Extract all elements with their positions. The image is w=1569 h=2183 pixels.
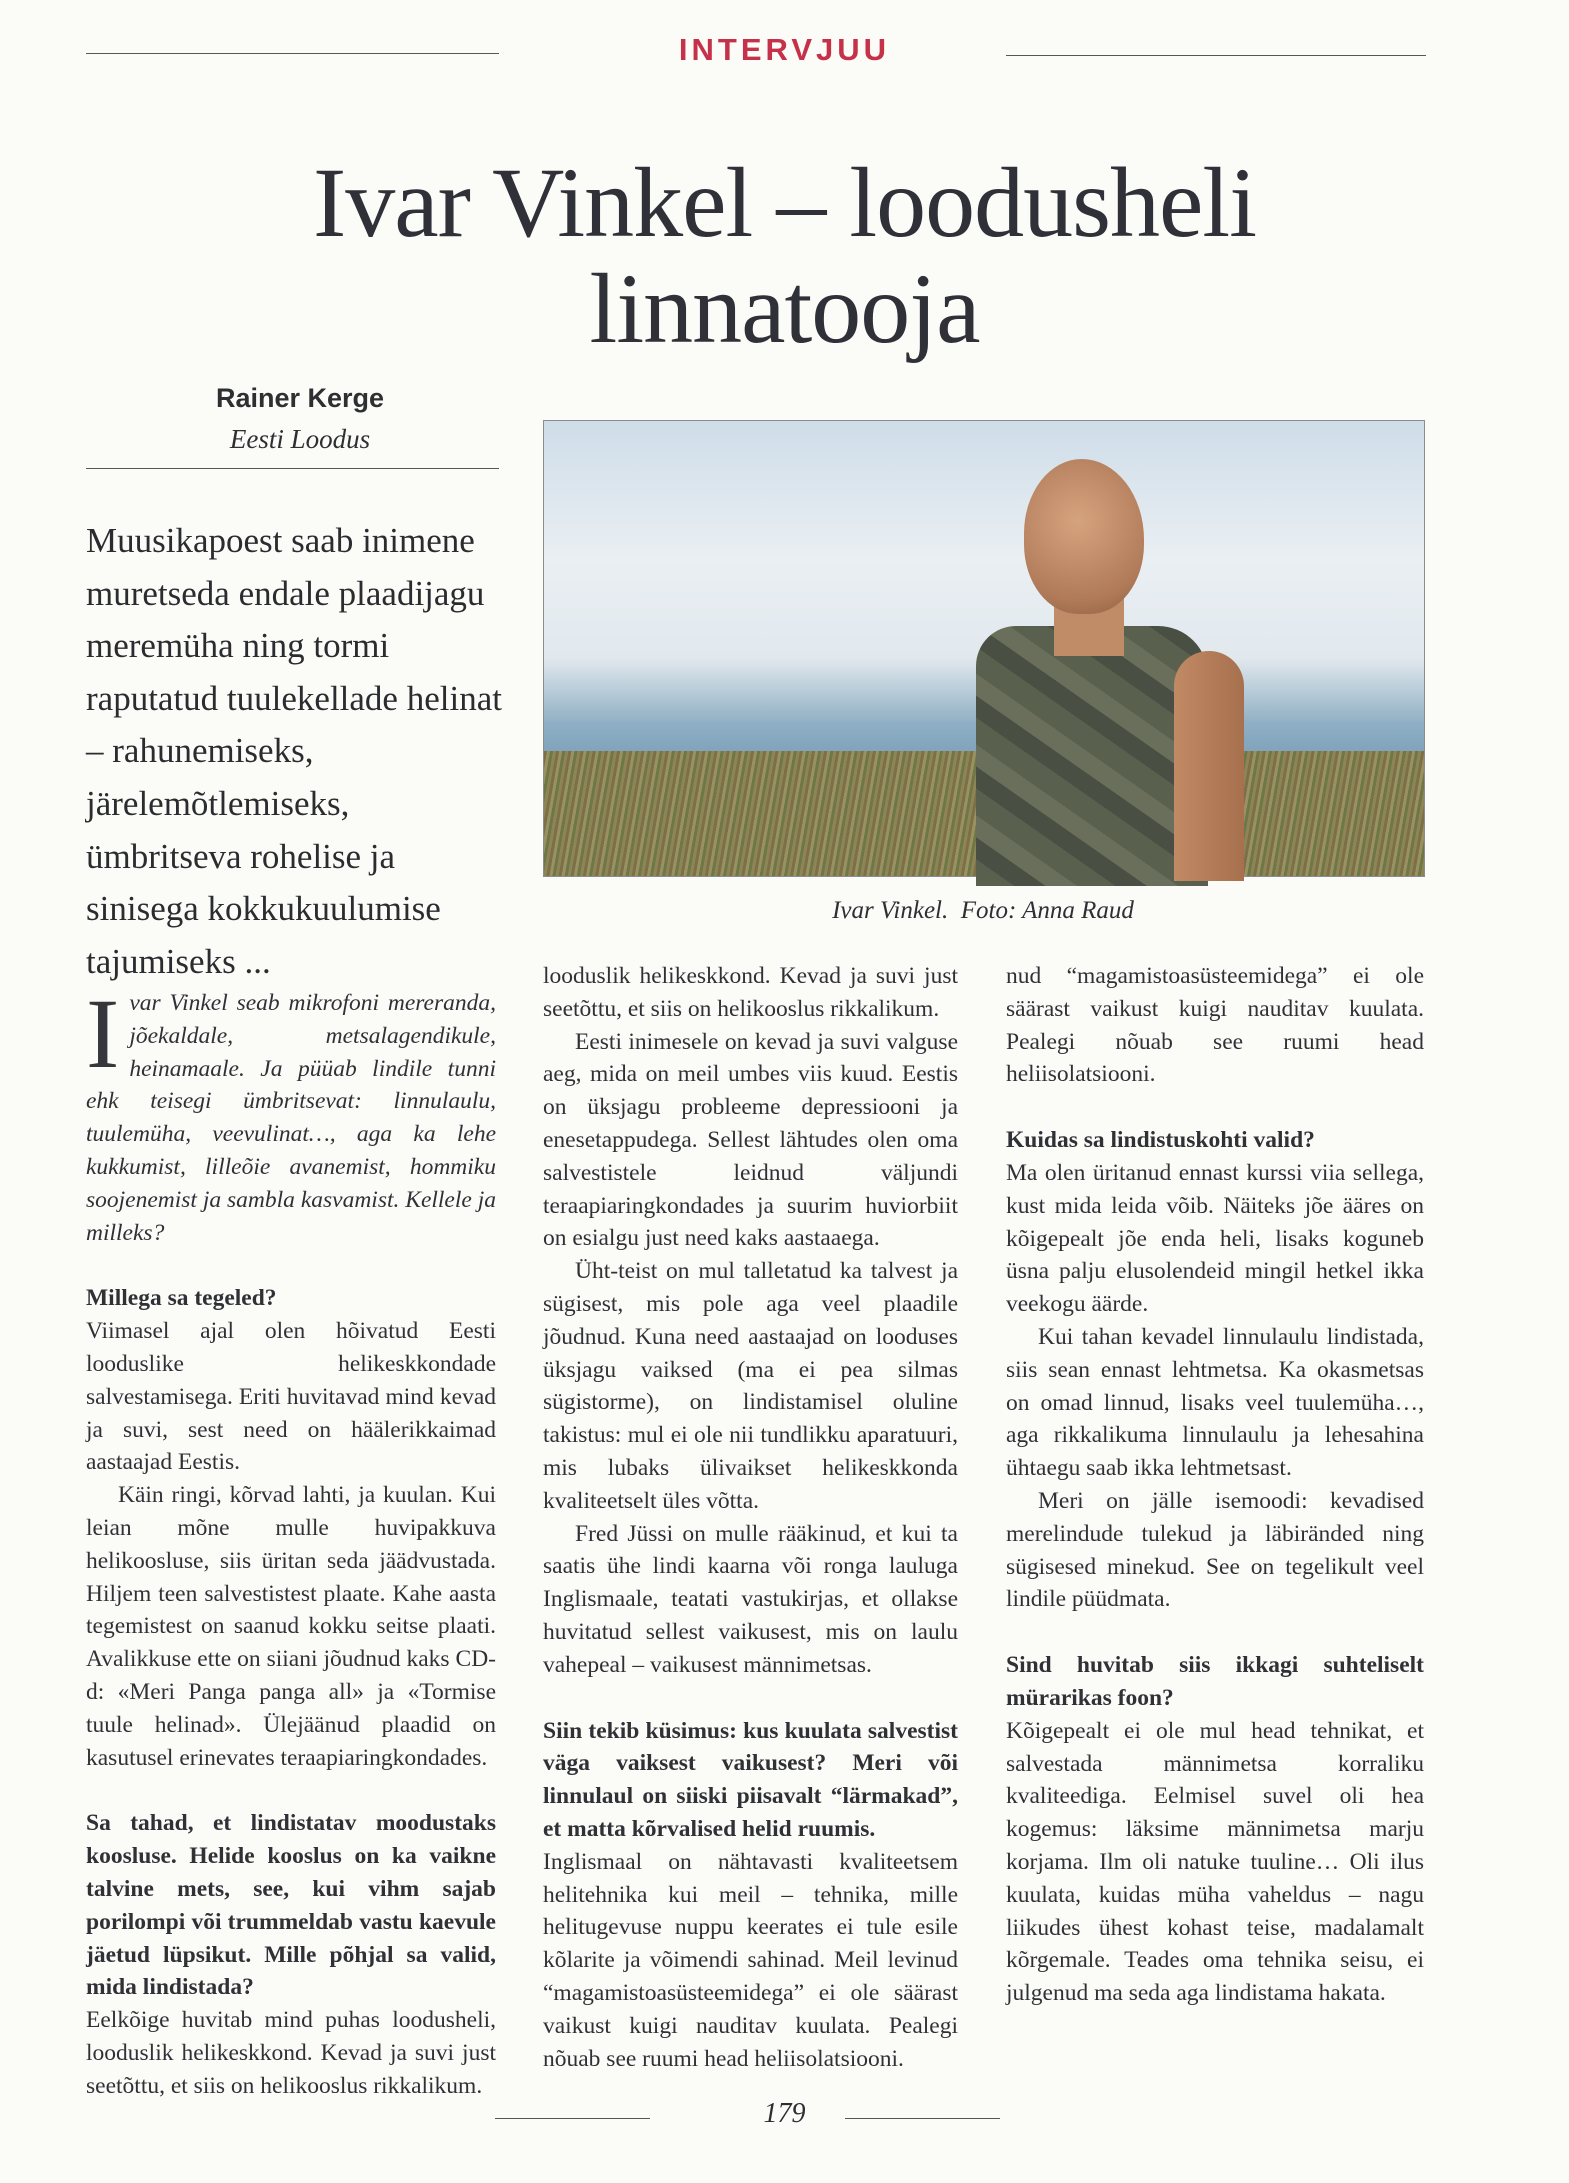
question-4: Kuidas sa lindistuskohti valid? [1006,1127,1315,1154]
article-title-line1: Ivar Vinkel – loodusheli [313,147,1256,258]
column-3 [1006,960,1424,2010]
answer-3-p1: Inglismaal on nähtavasti kvaliteetsem helitehnika kui meil – tehnika, mille helitugevuse nuppu keerates ei tule esile kõlarite ja võimendi sahinad. Meil levinud “magamistoasüsteemidega” ei ole säärast vaikust kuigi nauditav kuulata. Pealegi nõuab see ruumi head heliisolatsiooni. [543,1848,958,2072]
photo-person-head [1024,459,1144,614]
answer-5-p1: Kõigepealt ei ole mul head tehnikat, et salvestada männimetsa korraliku kvaliteediga. Eelmisel suvel oli hea kogemus: läksime männimetsa marju korjama. Ilm oli natuke tuuline… Oli ilus kuulata, kuidas müha vaheldus – nagu liikudes ühest kohast teise, madalamalt kõrgemale. Teades oma tehnika seisu, ei julgenud ma seda aga lindistama hakata. [1006,1717,1424,2007]
intro-paragraph [86,978,496,1249]
answer-4-p1: Ma olen üritanud ennast kurssi viia sellega, kust mida leida võib. Näiteks jõe ääres on kõigepealt jõe enda heli, lisaks koguneb üsna palju elusolendeid mingil hetkel ikka veekogu äärde. [1006,1159,1424,1318]
portrait-photo [543,420,1425,877]
photo-caption-credit: Foto: Anna Raud [960,897,1134,924]
answer-1-p2: Käin ringi, kõrvad lahti, ja kuulan. Kui leian mõne mulle huvipakkuva helikoosluse, siis üritan seda jäädvustada. Hiljem teen salvestistest plaate. Kahe aasta tegemistest on saanud kokku seitse plaati. Avalikkuse ette on siiani jõudnud kaks CD-d: «Meri Panga panga all» ja «Tormise tuule helinad». Ülejäänud plaadid on kasutusel erinevates teraapiaringkondades. [86,1482,496,1771]
answer-2-p1-cont: looduslik helikeskkond. Kevad ja suvi just seetõttu, et siis on helikooslus rikkalikum. [543,963,958,1022]
answer-2-p1: Eelkõige huvitab mind puhas loodusheli, looduslik helikeskkond. Kevad ja suvi just seetõttu, et siis on helikooslus rikkalikum. [86,2007,496,2099]
answer-2-p4: Fred Jüssi on mulle rääkinud, et kui ta saatis ühe lindi kaarna või ronga lauluga Inglismaale, teatati vastukirjas, et ollakse huvitatud sellest vaikusest, mis on laulu vahepeal – vaikusest männimetsas. [543,1520,958,1678]
author-affiliation: Eesti Loodus [229,424,371,454]
lead-paragraph: Muusikapoest saab inimene muretseda endale plaadijagu meremüha ning tormi raputatud tuulekellade helinat – rahunemiseks, järelemõtlemiseks, ümbritseva rohelise ja sinisega kokkukuulumise tajumiseks ... [86,521,502,981]
intro-text: var Vinkel seab mikrofoni mererandа, jõekaldale, metsalagendikule, heinamaale. Ja püüab lindile tunni ehk teisegi ümbritsevat: linnulaulu, tuulemüha, veevulinat…, aga ka lehe kukkumist, lilleõie avanemist, hommiku soojenemist ja sambla kasvamist. Kellele ja milleks? [86,990,496,1246]
answer-4-p3: Meri on jälle isemoodi: kevadised merelindude tulekud ja läbiränded ning sügisesed minekud. See on tegelikult veel lindile püüdmata. [1006,1487,1424,1613]
photo-caption-name: Ivar Vinkel. [832,897,949,924]
question-1: Millega sa tegeled? [86,1285,277,1312]
drop-cap: I [86,978,120,1089]
article-title-line2: linnatooja [589,253,980,364]
question-5: Sind huvitab siis ikkagi suhteliselt mürarikas foon? [1006,1652,1424,1711]
photo-caption [543,897,1423,925]
question-3: Siin tekib küsimus: kus kuulata salvestist väga vaiksest vaikusest? Meri või linnulaul on siiski piisavalt “lärmakad”, et matta kõrvalised helid ruumis. [543,1717,958,1842]
answer-2-p2: Eesti inimesele on kevad ja suvi valguse aeg, mida on meil umbes viis kuud. Eestis on üksjagu probleeme depressiooni ja enesetappudega. Sellest lähtudes olen oma salvestistele leidnud väljundi teraapiaringkondades ja suurim huviorbiit on esialgu just need kaks aastaaega. [543,1028,958,1252]
answer-4-p2: Kui tahan kevadel linnulaulu lindistada, siis sean ennast lehtmetsa. Ka okasmetsas on omad linnud, lisaks veel tuulemüha…, aga rikkalikuma linnulaulu ja lehesahina ühtaegu saab ikka lehtmetsast. [1006,1323,1424,1482]
byline-rule [86,468,499,469]
article-title [0,147,1569,364]
answer-1-p1: Viimasel ajal olen hõivatud Eesti looduslike helikeskkondade salvestamisega. Eriti huvitavad mind kevad ja suvi, sest need on häälerikkaimad aastaajad Eestis. [86,1318,496,1476]
answer-2-p3: Üht-teist on mul talletatud ka talvest ja sügisest, mis pole aga veel plaadile jõudnud. Kuna need aastaajad on looduses üksjagu vaiksed (ma ei pea silmas sügistorme), on lindistamisel oluline takistus: mul ei ole nii tundlikku aparatuuri, mis lubaks ülivaikset helikeskkonda kvaliteetselt üles võtta. [543,1258,958,1514]
author-name: Rainer Kerge [215,383,385,413]
question-2: Sa tahad, et lindistatav moodustaks koosluse. Helide kooslus on ka vaikne talvine mets, see, kui vihm sajab porilompi või trummeldab vastu kaevule jäetud lüpsikut. Mille põhjal sa valid, mida lindistada? [86,1810,496,2001]
column-1 [86,978,496,2099]
answer-3-p1-cont: nud “magamistoasüsteemidega” ei ole säärast vaikust kuigi nauditav kuulata. Pealegi nõuab see ruumi head heliisolatsiooni. [1006,963,1424,1088]
section-label: INTERVJUU [678,32,891,67]
column-2 [543,960,958,2072]
page-number: 179 [763,2098,806,2129]
photo-person-arm [1174,651,1244,881]
